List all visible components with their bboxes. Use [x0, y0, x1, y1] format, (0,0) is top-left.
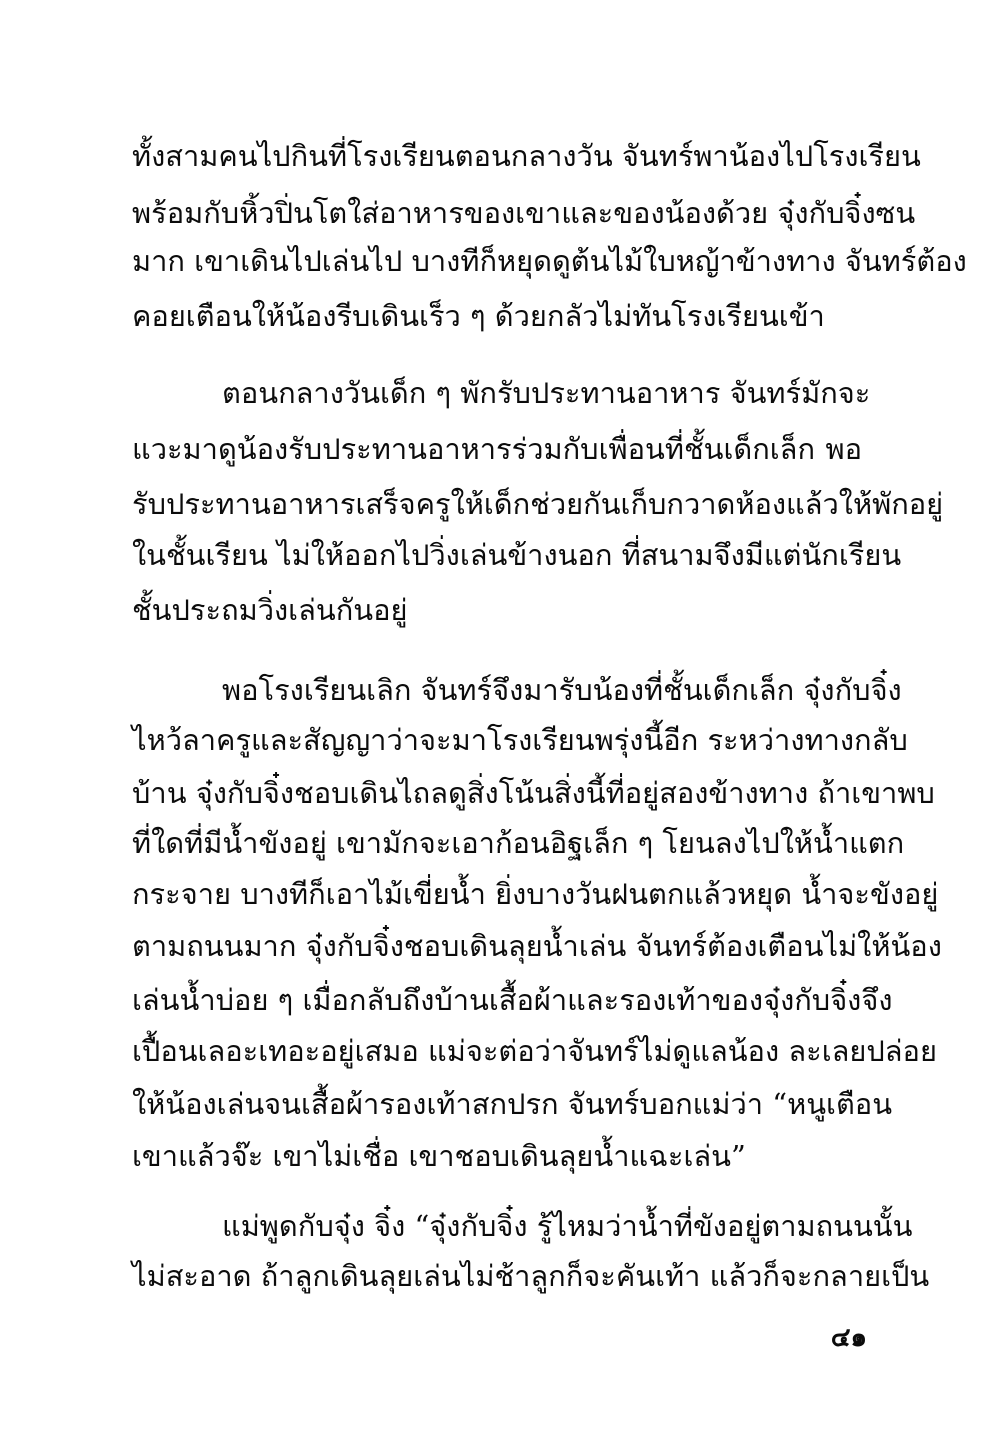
text-line: ชั้นประถมวิ่งเล่นกันอยู่	[132, 593, 408, 627]
text-line: พร้อมกับหิ้วปิ่นโตใส่อาหารของเขาและของน้องด้วย จุ๋งกับจิ๋งซน	[132, 196, 916, 230]
text-line: ตามถนนมาก จุ๋งกับจิ๋งชอบเดินลุยน้ำเล่น จันทร์ต้องเตือนไม่ให้น้อง	[132, 929, 942, 963]
text-line: ไม่สะอาด ถ้าลูกเดินลุยเล่นไม่ช้าลูกก็จะคันเท้า แล้วก็จะกลายเป็น	[132, 1259, 930, 1293]
text-line: มาก เขาเดินไปเล่นไป บางทีก็หยุดดูต้นไม้ใบหญ้าข้างทาง จันทร์ต้อง	[132, 244, 967, 278]
text-line: รับประทานอาหารเสร็จครูให้เด็กช่วยกันเก็บกวาดห้องแล้วให้พักอยู่	[132, 487, 944, 521]
text-line: เล่นน้ำบ่อย ๆ เมื่อกลับถึงบ้านเสื้อผ้าและรองเท้าของจุ๋งกับจิ๋งจึง	[132, 983, 893, 1017]
text-line: ที่ใดที่มีน้ำขังอยู่ เขามักจะเอาก้อนอิฐเล็ก ๆ โยนลงไปให้น้ำแตก	[132, 826, 905, 860]
text-line: แม่พูดกับจุ๋ง จิ๋ง “จุ๋งกับจิ๋ง รู้ไหมว่าน้ำที่ขังอยู่ตามถนนนั้น	[222, 1209, 913, 1243]
text-line: เขาแล้วจ๊ะ เขาไม่เชื่อ เขาชอบเดินลุยน้ำแฉะเล่น”	[132, 1139, 746, 1173]
text-line: ตอนกลางวันเด็ก ๆ พักรับประทานอาหาร จันทร์มักจะ	[222, 376, 871, 410]
page-number: ๔๑	[830, 1323, 867, 1353]
text-line: แวะมาดูน้องรับประทานอาหารร่วมกับเพื่อนที่ชั้นเด็กเล็ก พอ	[132, 432, 862, 466]
text-line: ไหว้ลาครูและสัญญาว่าจะมาโรงเรียนพรุ่งนี้อีก ระหว่างทางกลับ	[132, 723, 908, 757]
text-line: คอยเตือนให้น้องรีบเดินเร็ว ๆ ด้วยกลัวไม่ทันโรงเรียนเข้า	[132, 299, 825, 333]
text-line: บ้าน จุ๋งกับจิ๋งชอบเดินไถลดูสิ่งโน้นสิ่งนี้ที่อยู่สองข้างทาง ถ้าเขาพบ	[132, 776, 935, 810]
text-line: พอโรงเรียนเลิก จันทร์จึงมารับน้องที่ชั้นเด็กเล็ก จุ๋งกับจิ๋ง	[222, 673, 902, 707]
text-line: กระจาย บางทีก็เอาไม้เขี่ยน้ำ ยิ่งบางวันฝนตกแล้วหยุด น้ำจะขังอยู่	[132, 877, 939, 911]
text-line: ให้น้องเล่นจนเสื้อผ้ารองเท้าสกปรก จันทร์บอกแม่ว่า “หนูเตือน	[132, 1087, 893, 1121]
text-line: ทั้งสามคนไปกินที่โรงเรียนตอนกลางวัน จันทร์พาน้องไปโรงเรียน	[132, 139, 921, 173]
text-line: เปื้อนเลอะเทอะอยู่เสมอ แม่จะต่อว่าจันทร์ไม่ดูแลน้อง ละเลยปล่อย	[132, 1034, 937, 1068]
text-line: ในชั้นเรียน ไม่ให้ออกไปวิ่งเล่นข้างนอก ที่สนามจึงมีแต่นักเรียน	[132, 538, 902, 572]
